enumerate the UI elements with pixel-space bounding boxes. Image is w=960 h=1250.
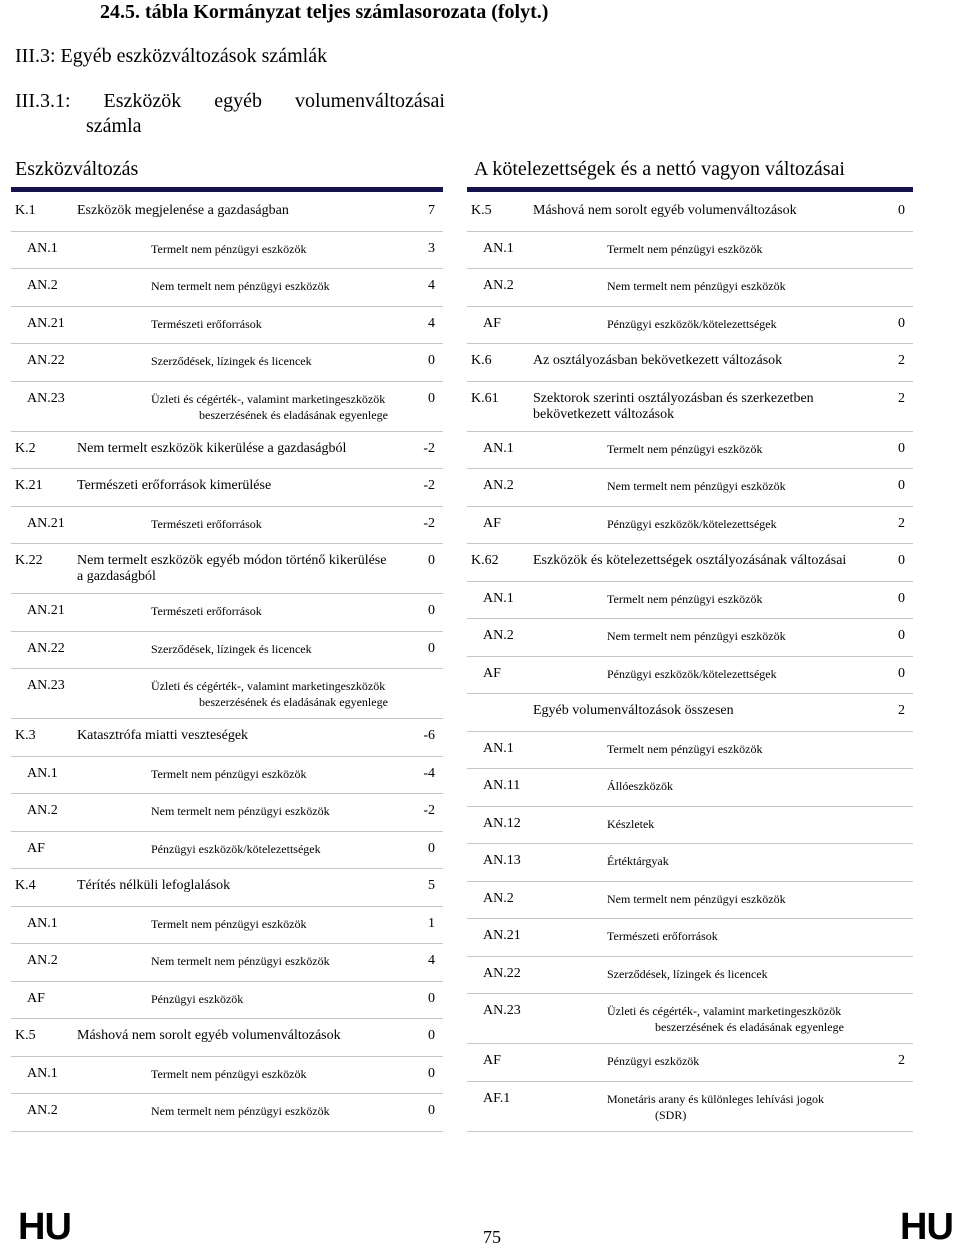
account-description — [607, 853, 867, 869]
account-description — [607, 441, 867, 457]
table-row — [11, 1057, 443, 1095]
table-row — [467, 194, 913, 232]
table-row — [467, 619, 913, 657]
account-value: 0 — [898, 590, 905, 606]
table-row — [11, 869, 443, 907]
account-description-line: Nem termelt nem pénzügyi eszközök — [151, 954, 330, 968]
account-value: -6 — [423, 728, 435, 743]
account-description — [151, 1103, 391, 1119]
account-description-line: Szerződések, lízingek és licencek — [151, 354, 312, 368]
account-code: AN.1 — [483, 740, 514, 756]
account-value: 4 — [428, 315, 435, 331]
table-row — [467, 732, 913, 770]
account-description-line: a gazdaságból — [77, 569, 156, 584]
account-value: 0 — [898, 315, 905, 331]
table-row — [11, 632, 443, 670]
account-code: AN.1 — [27, 240, 58, 256]
account-value: 4 — [428, 953, 435, 968]
account-value: 0 — [898, 478, 905, 493]
account-value: 2 — [898, 1053, 905, 1068]
right-column-heading: A kötelezettségek és a nettó vagyon változásai — [474, 158, 845, 180]
account-description — [151, 391, 391, 423]
account-description-line: Természeti erőforrások kimerülése — [77, 478, 272, 493]
account-code: AN.2 — [483, 890, 514, 906]
account-value: 2 — [898, 703, 905, 718]
account-code: AN.21 — [27, 603, 65, 618]
table-row — [11, 907, 443, 945]
table-row — [467, 807, 913, 845]
account-code: K.21 — [15, 478, 43, 493]
account-value: 2 — [898, 353, 905, 368]
account-description-line: Nem termelt nem pénzügyi eszközök — [607, 891, 786, 906]
table-row — [11, 507, 443, 545]
table-row — [467, 694, 913, 732]
account-code: K.61 — [471, 390, 499, 406]
table-row — [11, 982, 443, 1020]
account-code: AN.2 — [27, 803, 58, 818]
table-row — [11, 944, 443, 982]
account-description-line: bekövetkezett változások — [533, 406, 675, 422]
account-code: K.62 — [471, 553, 499, 568]
account-description-line: Természeti erőforrások — [151, 604, 262, 618]
account-description — [77, 441, 397, 457]
table-row — [467, 432, 913, 470]
account-value: 0 — [428, 553, 435, 568]
account-description — [151, 316, 391, 332]
account-value: 4 — [428, 278, 435, 293]
account-description-line: Állóeszközök — [607, 779, 673, 793]
account-value: 0 — [428, 603, 435, 618]
account-description-line: Nem termelt nem pénzügyi eszközök — [151, 279, 330, 293]
table-row — [467, 769, 913, 807]
account-value: -4 — [423, 765, 435, 781]
account-code: AN.1 — [27, 765, 58, 781]
account-description-line: Termelt nem pénzügyi eszközök — [151, 241, 307, 256]
right-account-column — [467, 194, 913, 1132]
account-value: -2 — [423, 478, 435, 493]
account-description-line: Pénzügyi eszközök/kötelezettségek — [607, 316, 777, 331]
account-value: 3 — [428, 240, 435, 256]
table-row — [467, 469, 913, 507]
account-code: AF.1 — [483, 1090, 511, 1106]
table-row — [11, 269, 443, 307]
table-row — [467, 994, 913, 1044]
account-code: AN.2 — [483, 628, 514, 643]
footer-country-mark-left: HU — [18, 1206, 71, 1248]
account-description-line: Termelt nem pénzügyi eszközök — [607, 441, 763, 456]
account-value: 0 — [898, 203, 905, 218]
account-description — [607, 316, 867, 332]
account-description — [607, 741, 867, 757]
account-code: AN.23 — [483, 1003, 521, 1018]
account-description — [607, 478, 867, 494]
account-description — [533, 203, 853, 219]
right-heading-rule — [467, 187, 913, 192]
account-code: AN.21 — [27, 515, 65, 531]
account-value: 0 — [428, 840, 435, 856]
left-heading-rule — [11, 187, 443, 192]
account-value: 0 — [898, 665, 905, 681]
table-row — [467, 1082, 913, 1132]
account-description — [607, 241, 867, 257]
account-description — [607, 966, 867, 982]
account-description-line: Nem termelt nem pénzügyi eszközök — [607, 479, 786, 493]
account-description — [151, 1066, 391, 1082]
table-row — [467, 344, 913, 382]
account-value: 0 — [898, 553, 905, 568]
account-description — [151, 841, 391, 857]
table-row — [467, 844, 913, 882]
account-value: 0 — [898, 440, 905, 456]
table-row — [11, 194, 443, 232]
account-value: -2 — [423, 803, 435, 818]
account-description-line: Nem termelt nem pénzügyi eszközök — [607, 629, 786, 643]
account-code: K.3 — [15, 728, 36, 743]
subsection-title-line2: számla — [86, 115, 142, 137]
account-code: AF — [27, 840, 45, 856]
account-code: AN.13 — [483, 853, 521, 868]
subsection-word: Eszközök — [103, 90, 182, 112]
account-description-line: Pénzügyi eszközök — [607, 1054, 700, 1068]
subsection-title — [15, 89, 445, 113]
account-code: AN.2 — [27, 278, 58, 293]
account-description-line: Nem termelt nem pénzügyi eszközök — [151, 804, 330, 818]
account-description — [607, 778, 867, 794]
account-description-line: Nem termelt nem pénzügyi eszközök — [151, 1104, 330, 1118]
account-description-line: Természeti erőforrások — [151, 316, 262, 331]
table-title: 24.5. tábla Kormányzat teljes számlasorozata (folyt.) — [100, 1, 549, 23]
account-description-line: Monetáris arany és különleges lehívási jogok — [607, 1091, 824, 1106]
account-description — [607, 278, 867, 294]
account-description-line: Máshová nem sorolt egyéb volumenváltozások — [533, 203, 797, 218]
table-row — [11, 544, 443, 594]
account-description — [151, 603, 391, 619]
account-description-line: Termelt nem pénzügyi eszközök — [151, 1066, 307, 1081]
account-description — [151, 766, 391, 782]
account-description — [607, 1003, 867, 1035]
account-description — [151, 916, 391, 932]
account-value: 0 — [428, 353, 435, 368]
account-code: AN.22 — [27, 353, 65, 368]
account-description-line: Természeti erőforrások — [607, 929, 718, 943]
table-row — [11, 1094, 443, 1132]
account-description-line: Katasztrófa miatti veszteségek — [77, 728, 249, 743]
table-row — [11, 232, 443, 270]
account-description — [151, 803, 391, 819]
account-description-line: Máshová nem sorolt egyéb volumenváltozások — [77, 1028, 341, 1043]
table-row — [467, 544, 913, 582]
account-value: 0 — [428, 640, 435, 656]
account-description-line: beszerzésének és eladásának egyenlege — [655, 1020, 844, 1034]
account-value: 0 — [428, 1065, 435, 1081]
account-value: 1 — [428, 915, 435, 931]
account-description-line: Szektorok szerinti osztályozásban és szerkezetben — [533, 390, 814, 406]
account-description — [151, 278, 391, 294]
account-description — [77, 1028, 397, 1044]
table-row — [11, 757, 443, 795]
account-value: 2 — [898, 515, 905, 531]
account-description-line: Üzleti és cégérték-, valamint marketingeszközök — [607, 1004, 842, 1018]
account-description — [607, 628, 867, 644]
table-row — [467, 269, 913, 307]
account-code: AN.11 — [483, 778, 521, 793]
account-description-line: Üzleti és cégérték-, valamint marketingeszközök — [151, 679, 386, 693]
account-value: 0 — [428, 990, 435, 1006]
account-code: AN.2 — [27, 1103, 58, 1118]
section-title: III.3: Egyéb eszközváltozások számlák — [15, 45, 328, 67]
account-code: K.6 — [471, 353, 492, 368]
account-code: AN.1 — [27, 915, 58, 931]
account-code: K.4 — [15, 878, 36, 893]
account-description-line: (SDR) — [655, 1107, 687, 1122]
account-code: AN.2 — [483, 278, 514, 293]
account-description — [607, 891, 867, 907]
account-description — [151, 641, 391, 657]
account-description-line: Termelt nem pénzügyi eszközök — [607, 741, 763, 756]
account-description-line: Termelt nem pénzügyi eszközök — [607, 591, 763, 606]
account-value: 0 — [428, 1028, 435, 1043]
table-row — [467, 1044, 913, 1082]
table-row — [11, 307, 443, 345]
account-description — [607, 591, 867, 607]
account-code: AN.12 — [483, 815, 521, 831]
account-code: AF — [483, 315, 501, 331]
account-value: 2 — [898, 390, 905, 406]
account-code: AF — [483, 665, 501, 681]
account-value: 0 — [898, 628, 905, 643]
account-description — [77, 553, 397, 585]
account-code: AF — [483, 515, 501, 531]
account-description — [151, 241, 391, 257]
account-code: AF — [483, 1053, 501, 1068]
account-description-line: Nem termelt eszközök egyéb módon történő kikerülése — [77, 553, 387, 568]
table-row — [11, 469, 443, 507]
account-description — [607, 1053, 867, 1069]
account-value: 5 — [428, 878, 435, 893]
account-code: AN.23 — [27, 390, 65, 406]
table-row — [11, 669, 443, 719]
account-description-line: beszerzésének és eladásának egyenlege — [199, 695, 388, 709]
account-description — [77, 878, 397, 894]
account-description-line: Szerződések, lízingek és licencek — [151, 641, 312, 656]
table-row — [11, 594, 443, 632]
account-code: AN.22 — [27, 640, 65, 656]
account-value: 0 — [428, 390, 435, 406]
account-description-line: Nem termelt nem pénzügyi eszközök — [607, 279, 786, 293]
table-row — [467, 919, 913, 957]
account-description-line: Eszközök és kötelezettségek osztályozásának változásai — [533, 553, 847, 568]
account-value: -2 — [423, 515, 435, 531]
account-description — [533, 353, 853, 369]
account-description-line: Üzleti és cégérték-, valamint marketingeszközök — [151, 391, 386, 406]
account-description-line: Pénzügyi eszközök/kötelezettségek — [607, 516, 777, 531]
account-description-line: Készletek — [607, 816, 655, 831]
account-code: AN.22 — [483, 965, 521, 981]
account-description — [151, 991, 391, 1007]
account-code: K.22 — [15, 553, 43, 568]
account-description-line: Pénzügyi eszközök/kötelezettségek — [607, 666, 777, 681]
account-description-line: Térítés nélküli lefoglalások — [77, 878, 231, 893]
footer-country-mark-right: HU — [900, 1206, 953, 1248]
account-description — [533, 553, 853, 569]
account-description — [607, 1091, 867, 1123]
table-row — [11, 794, 443, 832]
table-row — [11, 344, 443, 382]
table-row — [11, 432, 443, 470]
account-description — [533, 391, 853, 423]
left-column-heading: Eszközváltozás — [15, 158, 139, 180]
table-row — [11, 832, 443, 870]
table-row — [467, 882, 913, 920]
account-description-line: Értéktárgyak — [607, 854, 669, 868]
account-code: AN.1 — [483, 240, 514, 256]
account-code: AF — [27, 990, 45, 1006]
account-description — [607, 816, 867, 832]
account-code: AN.1 — [27, 1065, 58, 1081]
account-description-line: Pénzügyi eszközök/kötelezettségek — [151, 841, 321, 856]
account-description — [607, 666, 867, 682]
subsection-word: volumenváltozásai — [295, 90, 445, 112]
page-number: 75 — [483, 1227, 501, 1247]
account-value: 0 — [428, 1103, 435, 1118]
account-description-line: Nem termelt eszközök kikerülése a gazdaságból — [77, 440, 347, 456]
account-description-line: Az osztályozásban bekövetkezett változások — [533, 353, 783, 368]
account-description — [533, 703, 853, 719]
account-code: AN.1 — [483, 590, 514, 606]
account-description — [151, 353, 391, 369]
account-code: K.2 — [15, 440, 36, 456]
table-row — [467, 507, 913, 545]
table-row — [467, 232, 913, 270]
account-description — [151, 678, 391, 710]
table-row — [467, 307, 913, 345]
account-description-line: Termelt nem pénzügyi eszközök — [151, 766, 307, 781]
account-code: AN.2 — [27, 953, 58, 968]
account-description-line: Pénzügyi eszközök — [151, 991, 244, 1006]
account-code: K.1 — [15, 203, 36, 218]
subsection-word: egyéb — [214, 90, 263, 112]
table-row — [467, 382, 913, 432]
account-description-line: Eszközök megjelenése a gazdaságban — [77, 203, 289, 218]
table-row — [11, 382, 443, 432]
table-row — [11, 1019, 443, 1057]
account-code: AN.21 — [483, 928, 521, 943]
account-description — [77, 728, 397, 744]
account-code: K.5 — [15, 1028, 36, 1043]
account-description-line: Termelt nem pénzügyi eszközök — [607, 241, 763, 256]
account-description-line: beszerzésének és eladásának egyenlege — [199, 407, 388, 422]
account-value: -2 — [423, 440, 435, 456]
table-row — [467, 957, 913, 995]
table-row — [467, 657, 913, 695]
left-account-column — [11, 194, 443, 1132]
account-value: 7 — [428, 203, 435, 218]
account-description — [151, 516, 391, 532]
subsection-code: III.3.1: — [15, 90, 71, 112]
account-description — [607, 928, 867, 944]
table-row — [11, 719, 443, 757]
account-description — [151, 953, 391, 969]
account-description-line: Természeti erőforrások — [151, 516, 262, 531]
account-description — [607, 516, 867, 532]
account-description-line: Egyéb volumenváltozások összesen — [533, 703, 734, 718]
table-row — [467, 582, 913, 620]
account-description — [77, 203, 397, 219]
account-description-line: Termelt nem pénzügyi eszközök — [151, 916, 307, 931]
account-code: AN.21 — [27, 315, 65, 331]
account-description — [77, 478, 397, 494]
account-code: AN.23 — [27, 678, 65, 693]
account-code: AN.2 — [483, 478, 514, 493]
account-code: K.5 — [471, 203, 492, 218]
account-description-line: Szerződések, lízingek és licencek — [607, 966, 768, 981]
account-code: AN.1 — [483, 440, 514, 456]
